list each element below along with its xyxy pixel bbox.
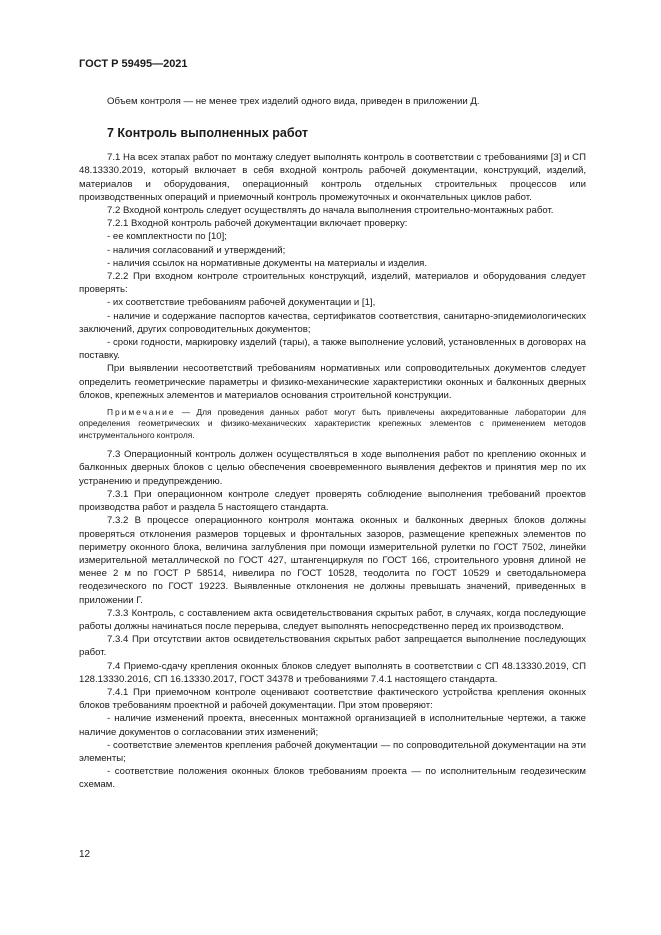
paragraph: 7.2.1 Входной контроль рабочей документации включает проверку: [107, 218, 408, 230]
paragraph: 7.4 Приемо-сдачу крепления оконных блоков следует выполнять в соответствии с СП 48.13330.2019, СП 128.13330.2016, СП 16.13330.2017, ГОСТ 34378 и требованиями 7.4.1 настоящего стандарта. [79, 660, 586, 685]
page-body [79, 95, 586, 792]
paragraph: 7.3.4 При отсутствии актов освидетельствования скрытых работ запрещается выполнение последующих работ. [79, 634, 586, 659]
list-item: - соответствие элементов крепления рабочей документации — по сопроводительной документации на эти элементы; [79, 739, 586, 764]
paragraph: 7.1 На всех этапах работ по монтажу следует выполнять контроль в соответствии с требованиями [3] и СП 48.13330.2019, который включает в себя входной контроль рабочей документации, конструкций, изделий, материалов и оборудования, операционный контроль отдельных строительных процессов или производственных операций и приемочный контроль промежуточных и окончательных циклов работ. [79, 152, 586, 203]
paragraph: 7.2 Входной контроль следует осуществлять до начала выполнения строительно-монтажных работ. [107, 205, 554, 217]
list-item: - их соответствие требованиям рабочей документации и [1], [107, 297, 376, 309]
list-item: - наличия согласований и утверждений; [107, 244, 286, 256]
note-label: Примечание [107, 407, 176, 418]
section-heading: 7 Контроль выполненных работ [107, 126, 309, 141]
page-number: 12 [79, 849, 91, 860]
paragraph: 7.3.2 В процессе операционного контроля монтажа оконных и балконных дверных блоков должны проверяться отклонения размеров торцевых и фронтальных зазоров, размещение крепежных элементов по периметру оконного блока, величина заглубления при помощи измерительной рулетки по ГОСТ 7502, линейки измерительной металлической по ГОСТ 427, штангенциркуля по ГОСТ 166, строительного уровня длиной не менее 2 м по ГОСТ Р 58514, нивелира по ГОСТ 10528, теодолита по ГОСТ 10529 и светодальномера геодезического по ГОСТ 19223. Выявленные отклонения не должны превышать значений, приведенных в приложении Г. [79, 515, 586, 606]
note-text: — Для проведения данных работ могут быть привлечены аккредитованные лаборатории для определения геометрических и физико-механических характеристик крепежных элементов с применением методов инструментального контроля. [79, 407, 586, 440]
intro-paragraph: Объем контроля — не менее трех изделий одного вида, приведен в приложении Д. [107, 96, 480, 107]
paragraph: При выявлении несоответствий требованиям нормативных или сопроводительных документов следует определить геометрические параметры и физико-механические характеристики оконных и балконных дверных блоков, крепежных элементов и материалов основания строительной конструкции. [79, 363, 586, 401]
paragraph: 7.4.1 При приемочном контроле оценивают соответствие фактического устройства крепления оконных блоков требованиям проектной и рабочей документации. При этом проверяют: [79, 686, 586, 712]
list-item: - соответствие положения оконных блоков требованиям проекта — по исполнительным геодезическим схемам. [79, 766, 586, 791]
paragraph: 7.3.3 Контроль, с составлением акта освидетельствования скрытых работ, в случаях, когда последующие работы должны начинаться после перерыва, следует выполнять непосредственно перед их производством. [79, 607, 586, 632]
document-header: ГОСТ Р 59495—2021 [79, 58, 188, 70]
paragraph: 7.2.2 При входном контроле строительных конструкций, изделий, материалов и оборудования следует проверять: [79, 271, 586, 296]
list-item: - наличие и содержание паспортов качества, сертификатов соответствия, санитарно-эпидемиологических заключений, других сопроводительных документов; [79, 310, 586, 335]
paragraph: 7.3.1 При операционном контроле следует проверять соблюдение выполнения требований проектов производства работ и раздела 5 настоящего стандарта. [79, 488, 586, 514]
list-item: - наличия ссылок на нормативные документы на материалы и изделия. [107, 257, 428, 269]
list-item: - наличие изменений проекта, внесенных монтажной организацией в исполнительные чертежи, а также наличие документов о согласовании этих изменений; [79, 713, 586, 738]
list-item: - сроки годности, маркировку изделий (тары), а также выполнение условий, установленных в договорах на поставку. [79, 337, 586, 362]
note [79, 407, 586, 441]
list-item: - ее комплектности по [10]; [107, 231, 227, 243]
paragraph: 7.3 Операционный контроль должен осуществляться в ходе выполнения работ по креплению оконных и балконных дверных блоков с целью обеспечения своевременного выявления дефектов и принятия мер по их устранению и предупреждению. [79, 449, 586, 487]
